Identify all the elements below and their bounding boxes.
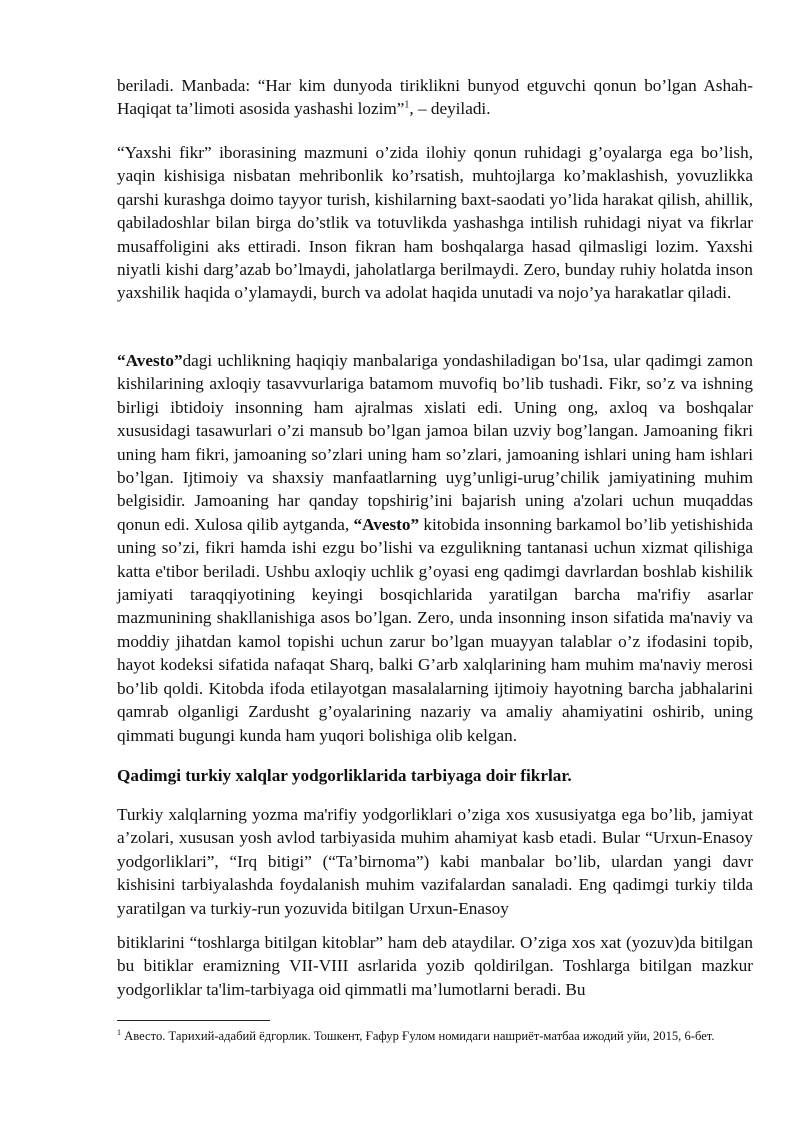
paragraph-2: “Yaxshi fikr” iborasining mazmuni o’zida ilohiy qonun ruhidagi g’oyalarga ega bo’lish, yaqin kishisiga nisbatan mehribonlik ko’rsatish, muhtojlarga ko’maklashish, yovuzlikka qarshi kurashga doimo tayyor turish, kishilarning baxt-saodati yo’lida harakat qilish, ahillik, qabiladoshlar bilan birga do’stlik va totuvlikda yashashga intilish ruhidagi niyat va fikrlar musaffoligini aks ettiradi. Inson fikran ham boshqalarga hasad qilmasligi lozim. Yaxshi niyatli kishi darg’azab bo’lmaydi, jaholatlarga berilmaydi. Zero, bunday ruhiy holatda inson yaxshilik haqida o’ylamaydi, burch va adolat haqida unutadi va nojo’ya harakatlar qiladi. (117, 143, 753, 303)
footnote (117, 1024, 747, 1045)
section-heading: Qadimgi turkiy xalqlar yodgorliklarida tarbiyaga doir fikrlar. (117, 766, 572, 785)
footnote-divider (117, 1020, 270, 1021)
footnote-reference[interactable]: 1 (404, 99, 410, 111)
paragraph-3-part-1: dagi uchlikning haqiqiy manbalariga yondashiladigan bo'1sa, ular qadimgi zamon kishilarining axloqiy tasavvurlariga batamom muvofiq bo’lib tushadi. Fikr, so’z va ishning birligi ibtidoiy insonning ham ajralmas xislati edi. Uning ong, axloq va boshqalar xususidagi tasawurlari o’zi mansub bo’lgan jamoa bilan uzviy bog’langan. Jamoaning fikri uning ham fikri, jamoaning so’zlari uning ham so’zlari, jamoaning ishlari uning ham ishlari bo’lgan. Ijtimoiy va shaxsiy manfaatlarning uyg’unligi-urug’chilik jamiyatining muhim belgisidir. Jamoaning har qanday topshirig’ini bajarish uning a'zolari uchun muqaddas qonun edi. Xulosa qilib aytganda, (117, 351, 753, 534)
paragraph-5: bitiklarini “toshlarga bitilgan kitoblar” ham deb ataydilar. O’ziga xos xat (yozuv)da bitilgan bu bitiklar eramizning VII-VIII asrlarida yozib qoldirilgan. Toshlarga bitilgan mazkur yodgorliklar ta'lim-tarbiyaga oid qimmatli ma’lumotlarni beradi. Bu (117, 933, 753, 999)
paragraph-1-text: beriladi. Manbada: “Har kim dunyoda tiriklikni bunyod etguvchi qonun bo’lgan Ashah-Haqiqat ta’limoti asosida yashashi lozim” (117, 76, 753, 119)
avesto-title-bold: “Avesto” (117, 351, 183, 370)
paragraph-1-tail: , – deyiladi. (409, 99, 491, 119)
paragraph-1 (117, 74, 753, 121)
footnote-number: 1 (117, 1028, 121, 1037)
avesto-title-bold-2: “Avesto” (353, 514, 420, 534)
paragraph-3-part-2: kitobida insonning barkamol bo’lib yetishishida uning so’zi, fikri hamda ishi ezgu bo’lishi va ezgulikning tantanasi uchun xizmat qilishiga katta e'tibor beriladi. Ushbu axloqiy uchlik g’oyasi eng qadimgi davrlardan boshlab kishilik jamiyati taraqqiyotining keyingi bosqichlarida yaratilgan barcha ma'rifiy asarlar mazmunining shakllanishiga asos bo’lgan. Zero, unda insonning inson sifatida ma'naviy va moddiy jihatdan kamol topishi uchun zarur bo’lgan muayyan talablar o’z ifodasini topib, hayot kodeksi sifatida nafaqat Sharq, balki G’arb xalqlarining ham muhim ma'naviy merosi bo’lib qoldi. Kitobda ifoda etilayotgan masalalarning ijtimoiy hayotning barcha jabhalarini qamrab olganligi Zardusht g’oyalarining nazariy va amaliy ahamiyatini oshirib, uning qimmati bugungi kunda ham yuqori bolishiga olib kelgan. (117, 514, 753, 745)
paragraph-4: Turkiy xalqlarning yozma ma'rifiy yodgorliklari o’ziga xos xususiyatga ega bo’lib, jamiyat a’zolari, xususan yosh avlod tarbiyasida muhim ahamiyat kasb etadi. Bular “Urxun-Enasoy yodgorliklari”, “Irq bitigi” (“Ta’birnoma”) kabi manbalar bo’lib, ulardan yangi davr kishisini tarbiyalashda foydalanish muhim vazifalardan sanaladi. Eng qadimgi turkiy tilda yaratilgan va turkiy-run yozuvida bitilgan Urxun-Enasoy (117, 805, 753, 918)
footnote-text: Авесто. Тарихий-адабий ёдгорлик. Тошкент, Ғафур Ғулом номидаги нашриёт-матбаа ижодий уйи, 2015, 6-бет. (124, 1029, 715, 1044)
paragraph-3 (117, 349, 753, 747)
